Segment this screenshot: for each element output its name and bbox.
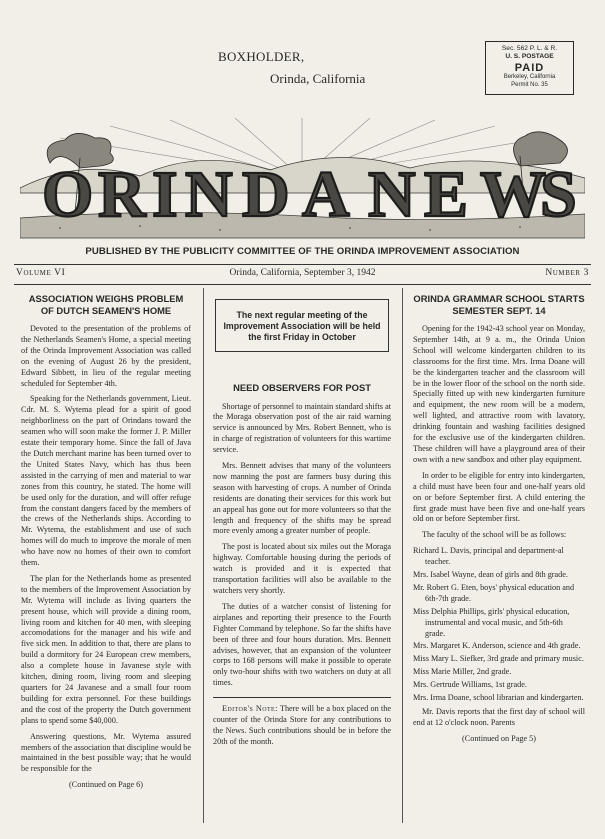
masthead-letter: I: [152, 158, 178, 231]
headline: NEED OBSERVERS FOR POST: [233, 382, 371, 393]
masthead: [20, 118, 585, 258]
paragraph: Shortage of personnel to maintain standard shifts at the Moraga observation post of the air raid warning service is announced by Mrs. Robert Bennett, who is in charge of registration of volunteers for this wartime service.: [213, 401, 391, 455]
list-item: Richard L. Davis, principal and department-al teacher.: [413, 546, 564, 567]
masthead-letter: E: [424, 158, 469, 231]
permit-postage: U. S. POSTAGE: [505, 53, 554, 60]
column-divider: [402, 288, 403, 823]
masthead-letter: A: [302, 158, 350, 231]
paragraph: Mr. Davis reports that the first day of school will end at 12 o'clock noon. Parents: [413, 707, 585, 727]
paragraph: Speaking for the Netherlands government, Lieut. Cdr. M. S. Wytema plead for a spirit of good neighborliness on the part of Orindans toward the seamen who will soon make the former J. P. Miller estate their temporary home. Since the fall of Java the Dutch merchant marine has been turned over to the United States Navy, which has thus been assisted in the carrying of men and material to war zones from this country, he stated. The home will be used only for the duration, and will offer refuge from the constant dangers faced by the members of the crews of the Netherlands ships. According to Mr. Wytema, the establishment and use of such homes will do much to improve the morale of men who have now no homes of their own to comfort them.: [21, 394, 191, 568]
paragraph: The post is located about six miles out the Moraga highway. Comfortable housing during the periods of watch is provided and it is expected that transportation facilities will also be available to the watchers very shortly.: [213, 542, 391, 595]
addressee: BOXHOLDER,: [218, 49, 305, 64]
paragraph: Mrs. Bennett advises that many of the volunteers now manning the post are farmers busy during this season with harvesting of crops. A number of Orinda residents are donating their services for this work but an appeal has gone out for more volunteers so that the length and frequency of the shifts may be spread more evenly among a greater number of people.: [213, 461, 391, 536]
faculty-list: [413, 546, 585, 704]
rule-top: [14, 264, 591, 265]
list-item: Miss Marie Miller, 2nd grade.: [413, 667, 512, 677]
list-item: Mrs. Gertrude Williams, 1st grade.: [413, 680, 527, 690]
continued-note: (Continued on Page 5): [462, 733, 536, 743]
permit-section: Sec. 562 P. L. & R.: [501, 45, 558, 52]
masthead-letter: D: [242, 158, 290, 231]
meeting-notice: The next regular meeting of the Improvement Association will be held the first Friday in October: [215, 299, 389, 352]
divider: [213, 697, 391, 698]
article-grammar-school: [413, 293, 585, 745]
address-city: Orinda, California: [270, 71, 366, 86]
masthead-letter: R: [98, 158, 146, 231]
paragraph: Devoted to the presentation of the problems of the Netherlands Seamen's Home, a special meeting of the Orinda Improvement Association was called on the evening of August 26 by the president, Edward Sibbett, in lieu of the regular meeting scheduled for September 4th.: [21, 324, 191, 388]
permit-city: Berkeley, California: [503, 74, 556, 80]
column-divider: [203, 288, 204, 823]
paragraph: Opening for the 1942-43 school year on Monday, September 14th, at 9 a. m., the Orinda Union School will welcome kindergarten children to its classrooms for the first time. Mrs. Irma Doane will be the kindergarten teacher and the classroom will be in the lower floor of the school on the north side. Specially fitted up with new kindergarten furniture and equipment, the new room will be a modern, well lighted, and attractive room with lavatory, drinking fountain and washing facilities designed for the exclusive use of the kindergarten children. These children will have a playground area of their own with a new sandbox and other play equipment.: [413, 324, 585, 464]
list-item: Mrs. Isabel Wayne, dean of girls and 8th grade.: [413, 570, 568, 580]
postage-permit-box: [485, 41, 574, 95]
editors-note-label: Editor's Note:: [222, 704, 278, 714]
masthead-letter: W: [480, 158, 546, 231]
masthead-letter: N: [368, 158, 416, 231]
issue-number: Number 3: [545, 268, 589, 278]
paragraph: Answering questions, Mr. Wytema assured members of the association that discipline would be maintained in the best possible way; that he would be responsible for the: [21, 731, 191, 774]
permit-number: Permit No. 35: [511, 81, 548, 88]
article-dutch-seamen: [21, 293, 191, 791]
paragraph: The faculty of the school will be as follows:: [422, 530, 567, 540]
dateline: [14, 268, 591, 282]
permit-paid: PAID: [514, 62, 545, 74]
list-item: Miss Delphia Phillips, girls' physical education, instrumental and vocal music, and 5th-6th grade.: [413, 606, 570, 638]
list-item: Mrs. Irma Doane, school librarian and kindergarten.: [413, 693, 584, 703]
masthead-title: [20, 118, 585, 258]
paragraph: The plan for the Netherlands home as presented to the members of the Improvement Association by Mr. Wytema will include as living quarters the present house, which will provide a dining room, living room and kitchen for 40 men, with sleeping accomodations for the manager and his wife and five sick men. In addition to that, there are plans to build a dormitory for 24 European crew members, also a complete house in Javanese style with kitchen, dining room, living room and sleeping quarters for 24 Javanese and a small four room building for extra personnel. For these buildings and the cost of the property the Dutch government plans to spend some $40,000.: [21, 573, 191, 725]
list-item: Miss Mary L. Siefker, 3rd grade and primary music.: [413, 654, 584, 664]
list-item: Mrs. Margaret K. Anderson, science and 4th grade.: [413, 641, 581, 651]
list-item: Mr. Robert G. Eten, boys' physical education and 6th-7th grade.: [413, 582, 575, 603]
paragraph: In order to be eligible for entry into kindergarten, a child must have been four and one-half years old on or before September first. A child entering the first grade must have been five and one-half years old on or before September first.: [413, 470, 585, 524]
editors-note: [213, 704, 391, 748]
editors-note-text: There will be a box placed on the counter of the Orinda Store for any contributions to the News. Such contributions should be in before the 20th of the month.: [213, 704, 391, 746]
volume-label: Volume VI: [16, 268, 66, 278]
publisher-line: PUBLISHED BY THE PUBLICITY COMMITTEE OF THE ORINDA IMPROVEMENT ASSOCIATION: [85, 246, 520, 257]
paragraph: The duties of a watcher consist of listening for airplanes and reporting their presence to the Fourth Fighter Command by telephone. So far the shifts have been of three and four hours duration. Mrs. Bennett advises, however, that an expansion of the volunteer corps to 168 persons will make it possible to operate only two-hour shifts with two watchers on duty at all times.: [213, 601, 391, 688]
masthead-letter: O: [42, 158, 94, 231]
headline: ORINDA GRAMMAR SCHOOL STARTS SEMESTER SEPT. 14: [413, 293, 585, 316]
column-center: [213, 293, 391, 753]
rule-bottom: [14, 284, 591, 285]
issue-date: Orinda, California, September 3, 1942: [229, 268, 376, 278]
continued-note: (Continued on Page 6): [69, 780, 143, 790]
headline: ASSOCIATION WEIGHS PROBLEM OF DUTCH SEAMEN'S HOME: [28, 293, 184, 316]
masthead-letter: S: [540, 158, 577, 231]
masthead-letter: N: [185, 158, 233, 231]
